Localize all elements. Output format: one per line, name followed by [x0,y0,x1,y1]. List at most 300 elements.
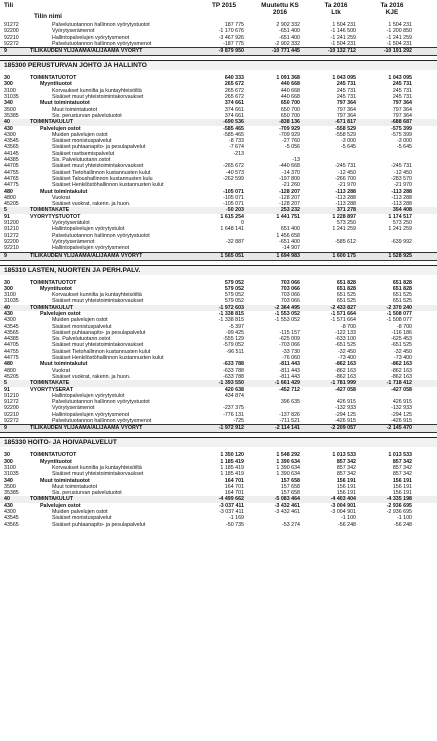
amount-cell: -294 125 [391,411,412,418]
amount-cell: -21 970 [338,182,356,189]
amount-cell: -690 536 [223,119,244,126]
amount-cell: 579 052 [224,292,244,299]
account-code: 43545 [4,323,19,330]
account-code: 45205 [4,201,19,208]
account-code: 3500 [4,106,16,113]
account-name: TOIMINTAKATE [30,207,70,214]
amount-cell: 650 700 [280,100,300,107]
amount-cell: 1 548 292 [276,452,300,459]
account-name: Palvelujen ostot [40,502,81,509]
amount-cell: 245 731 [336,81,356,88]
amount-cell: -633 788 [223,361,244,368]
account-name: TOIMINTAKULUT [30,496,74,503]
section-title: 185310 LASTEN, NUORTEN JA PERH.PALV. [0,265,437,275]
amount-cell: -585 612 [335,238,356,245]
amount-cell: -14 370 [282,169,300,176]
account-code: 92200 [4,238,19,245]
table-row [0,522,437,528]
amount-cell: -625 453 [391,336,412,343]
account-code: 4300 [4,317,16,324]
amount-cell: -703 066 [279,342,300,349]
account-name: Myyntituotot [40,458,72,465]
account-name: Sisäiset muut yhteistoimintakorvaukset [52,163,144,170]
amount-cell: -2 936 695 [386,509,412,515]
account-name: Vyörytyserämenot [52,238,95,245]
column-header-line: KJE [385,9,399,16]
account-name: VYÖRYTYSTUOTOT [30,213,81,220]
amount-cell: -1 146 500 [330,28,356,35]
column-header-3 [364,0,420,16]
amount-cell: -1 241 259 [330,34,356,41]
amount-cell: -1 972 603 [218,304,244,311]
amount-cell: 1 350 120 [220,452,244,459]
account-name: Sisäiset vuokrat, rakenn. ja huon. [52,373,131,380]
account-name: Hallintopalvelujen vyörytysmenot [52,245,130,252]
account-code: 91272 [4,232,19,239]
account-code: 31035 [4,298,19,305]
amount-cell: -53 274 [282,521,300,528]
account-name: Muut toimintakulut [40,188,88,195]
account-code: 5 [4,207,7,214]
amount-cell: 2 902 332 [276,22,300,28]
amount-cell: 156 191 [336,483,356,490]
amount-cell: -776 131 [223,411,244,418]
account-name: Korvaukset kunnilta ja kuntayhteisöiltä [52,292,142,299]
amount-cell: 164 701 [224,483,244,490]
account-code: 92272 [4,418,19,425]
amount-cell: -1 170 676 [218,28,244,35]
amount-cell: -8 700 [396,323,412,330]
account-code: 43565 [4,144,19,151]
amount-cell: 703 066 [280,298,300,305]
amount-cell: -639 992 [391,238,412,245]
account-code: 44775 [4,182,19,189]
amount-cell: 245 731 [336,87,356,94]
amount-cell: -862 163 [335,367,356,374]
amount-cell: 797 364 [336,100,356,107]
amount-cell: 1 694 983 [276,252,300,259]
amount-cell: -651 525 [335,342,356,349]
account-name: Myyntituotot [40,81,72,88]
account-code: 91 [4,213,10,220]
amount-cell: -113 288 [391,188,412,195]
account-code: 300 [4,458,13,465]
table-row [0,252,437,261]
amount-cell: -4 403 404 [330,496,356,503]
section-title: 185300 PERUSTURVAN JOHTO JA HALLINTO [0,60,437,70]
account-name: Palvelutuotannon hallinnon vyörytystuotot [52,232,150,239]
amount-cell: 374 661 [224,100,244,107]
amount-cell: 703 066 [280,292,300,299]
amount-cell: 187 775 [224,22,244,28]
amount-cell: 651 828 [392,279,412,286]
account-name: Palvelujen ostot [40,310,81,317]
amount-cell: 1 241 259 [388,226,412,233]
amount-cell: 354 408 [392,207,412,214]
account-code: 91272 [4,22,19,28]
amount-cell: -2 433 827 [330,304,356,311]
amount-cell: -1 571 664 [330,310,356,317]
amount-cell: -3 037 411 [219,509,244,515]
account-name: Sisäiset muut yhteistoimintakorvaukset [52,342,144,349]
amount-cell: 857 342 [392,471,412,478]
amount-cell: -625 009 [279,336,300,343]
account-name: Muut toimintatuotot [52,106,98,113]
account-name: TOIMINTATUOTOT [30,279,77,286]
account-name: Sisäiset puhtaanapito- ja pesulapalvelut [52,521,146,528]
amount-cell: -3 004 901 [330,502,356,509]
account-code: 3100 [4,87,16,94]
column-header-2 [308,0,364,16]
amount-cell: -4 499 662 [218,496,244,503]
account-name: TOIMINTAKULUT [30,119,74,126]
amount-cell: 651 828 [336,279,356,286]
amount-cell: 1 091 368 [276,75,300,82]
amount-cell: -197 800 [279,175,300,182]
amount-cell: 156 191 [392,477,412,484]
amount-cell: 396 635 [280,399,300,406]
account-name: Palvelujen ostot [40,125,81,132]
amount-cell: -1 169 [228,515,244,522]
amount-cell: -12 450 [394,169,412,176]
amount-cell: -132 933 [335,405,356,412]
account-name: Sisäiset monistuspalvelut [52,515,112,522]
amount-cell: 440 668 [280,87,300,94]
amount-cell: 1 174 517 [388,213,412,220]
amount-cell [360,245,416,251]
amount-cell: 157 658 [280,477,300,484]
account-name: Sisäiset Taloushallinnon kustannusten kulu [52,175,153,182]
column-header-line: 2016 [272,9,288,16]
account-name: Muut toimintatuotot [52,483,98,490]
account-code: 44765 [4,175,19,182]
amount-cell: 703 066 [280,279,300,286]
amount-cell: -7 674 [228,144,244,151]
amount-cell: -76 060 [282,355,300,362]
column-header-line: Ta 2016 [380,2,404,9]
amount-cell: 420 638 [224,386,244,393]
amount-cell: 651 400 [280,226,300,233]
amount-cell: -2 114 141 [274,425,300,432]
account-code: 43545 [4,138,19,145]
amount-cell: 857 342 [336,471,356,478]
amount-cell: -1 200 850 [386,28,412,35]
account-name: Muut toimintatuotot [40,477,90,484]
account-code: 91210 [4,392,19,399]
amount-cell: 1 241 259 [332,226,356,233]
amount-cell: 579 052 [224,285,244,292]
account-name: Hallintopalvelujen vyörytystulot [52,226,125,233]
amount-cell: -427 058 [335,386,356,393]
account-code: 4800 [4,367,16,374]
account-name: Vuokrat [52,367,71,374]
amount-cell: 1 504 231 [388,22,412,28]
amount-cell: -115 157 [279,329,300,336]
amount-cell: -265 672 [223,163,244,170]
amount-cell: -3 432 461 [274,502,300,509]
amount-cell: -3 467 926 [218,34,244,41]
amount-cell: 265 672 [224,87,244,94]
account-code: 91 [4,386,10,393]
amount-cell: 573 250 [392,220,412,227]
amount-cell: -105 071 [223,194,244,201]
amount-cell: -558 529 [335,125,356,132]
amount-cell: 426 915 [392,399,412,406]
amount-cell: -3 037 411 [218,502,244,509]
account-name: TILIKAUDEN YLIJÄÄMÄ/ALIJÄÄMÄ VYÖRYT [30,48,143,55]
amount-cell: 374 661 [224,106,244,113]
account-name: Palvelutuotannon hallinnon vyörytysmenot [52,40,152,47]
account-code: 300 [4,81,13,88]
amount-cell: -113 288 [335,194,356,201]
amount-cell: -651 400 [279,238,300,245]
account-code: 340 [4,477,13,484]
account-name: Muiden palvelujen ostot [52,131,108,138]
amount-cell: 857 342 [392,464,412,471]
amount-cell: -245 731 [391,163,412,170]
amount-cell: -2 209 057 [330,425,356,432]
account-name: Vyörytyserätulot [52,220,90,227]
account-name: Sisäiset Tietohallinnon kustannusten kulut [52,348,151,355]
account-name: TILIKAUDEN YLIJÄÄMÄ/ALIJÄÄMÄ VYÖRYT [30,252,143,259]
amount-cell: -1 718 412 [386,380,412,387]
amount-cell: 651 525 [336,292,356,299]
account-code: 40 [4,119,10,126]
account-name: Sisäiset monistuspalvelut [52,138,112,145]
column-header-line: Muutettu KS [261,2,299,9]
amount-cell: -113 288 [391,194,412,201]
account-code: 44755 [4,348,19,355]
amount-cell: 1 648 141 [220,226,244,233]
amount-cell: -245 731 [335,163,356,170]
account-name: Myyntituotot [40,285,72,292]
account-code: 44145 [4,150,19,157]
account-code: 480 [4,188,13,195]
account-code: 480 [4,361,13,368]
amount-cell: 1 600 175 [332,252,356,259]
account-code: 3500 [4,483,16,490]
amount-cell: -5 645 [396,144,412,151]
account-name: Vyörytyserämenot [52,28,95,35]
account-code: 43545 [4,515,19,522]
amount-cell: 374 661 [224,112,244,119]
amount-cell: -50 203 [226,207,244,214]
column-header-line: TP 2015 [211,2,237,9]
amount-cell: -128 207 [279,194,300,201]
amount-cell: -132 933 [391,405,412,412]
account-name: Sisäiset Tietohallinnon kustannusten kulut [52,169,151,176]
amount-cell: -452 712 [279,386,300,393]
account-name: Sis. Palvelutuotann.ostot [52,336,111,343]
amount-cell: -440 668 [279,163,300,170]
amount-cell: -811 443 [279,373,300,380]
amount-cell: 650 700 [280,106,300,113]
amount-cell: 651 828 [336,285,356,292]
amount-cell: -1 100 [340,515,356,522]
amount-cell: 1 043 095 [332,75,356,82]
account-name: Sis. perusturvan palvelutuotot [52,112,122,119]
account-code: 44775 [4,355,19,362]
amount-cell: -105 071 [223,188,244,195]
account-name: Sisäiset Henkilöstöhallinnon kustannusten kulut [52,355,164,362]
amount-cell: 651 828 [392,285,412,292]
amount-cell: -1 508 077 [386,310,412,317]
amount-cell: 1 390 634 [276,458,300,465]
amount-cell: 157 658 [280,483,300,490]
account-name: Korvaukset kunnilta ja kuntayhteisöiltä [52,87,142,94]
amount-cell: -811 443 [279,367,300,374]
amount-cell: -137 826 [279,411,300,418]
account-code: 9 [4,425,7,432]
amount-cell: -56 248 [338,521,356,528]
account-code: 92200 [4,28,19,35]
amount-cell: -1 553 052 [274,317,300,324]
amount-cell: 440 668 [280,81,300,88]
amount-cell: 1 390 634 [276,464,300,471]
amount-cell: 1 390 634 [276,471,300,478]
amount-cell: -5 397 [228,323,244,330]
amount-cell: -838 136 [279,119,300,126]
amount-cell: 857 342 [336,464,356,471]
amount-cell: -3 000 [396,138,412,145]
amount-cell: 1 228 897 [332,213,356,220]
account-code: 4300 [4,131,16,138]
amount-cell: -427 058 [391,386,412,393]
column-header [0,0,437,22]
amount-cell: 156 191 [336,490,356,497]
amount-cell: 1 504 231 [332,22,356,28]
account-code-header: Tili [4,2,14,9]
amount-cell: -4 335 198 [386,496,412,503]
account-code: 430 [4,125,13,132]
account-name: Sisäiset ravitsemispalvelut [52,150,115,157]
amount-cell: -9 879 950 [218,48,244,55]
amount-cell: -555 129 [223,336,244,343]
amount-cell [192,245,248,251]
account-code: 44705 [4,342,19,349]
amount-cell: -575 399 [391,131,412,138]
amount-cell: 1 013 533 [332,452,356,459]
table-row [0,424,437,433]
account-name: TOIMINTATUOTOT [30,75,77,82]
account-name: Korvaukset kunnilta ja kuntayhteisöiltä [52,464,142,471]
account-name: TOIMINTAKULUT [30,304,74,311]
amount-cell: -862 163 [391,361,412,368]
account-code: 3100 [4,464,16,471]
amount-cell: -811 443 [279,361,300,368]
account-name: Sisäiset puhtaanapito- ja pesulapalvelut [52,144,146,151]
account-name: Muiden palvelujen ostot [52,509,108,515]
amount-cell: -1 972 912 [218,425,244,432]
account-name: TOIMINTATUOTOT [30,452,77,459]
amount-cell: -633 788 [223,373,244,380]
amount-cell: -585 465 [223,125,244,132]
amount-cell: -558 529 [335,131,356,138]
amount-cell: -237 375 [223,405,244,412]
amount-cell: -426 915 [335,418,356,425]
account-code: 9 [4,252,7,259]
amount-cell: 1 565 051 [220,252,244,259]
amount-cell: -1 781 999 [330,380,356,387]
amount-cell: 1 185 419 [220,458,244,465]
account-code: 340 [4,100,13,107]
account-name: Hallintopalvelujen vyörytysmenot [52,34,130,41]
amount-cell: 156 191 [392,483,412,490]
amount-cell: -651 400 [279,28,300,35]
account-name: Palvelutuotannon hallinnon vyörytystuotot [52,22,150,28]
amount-cell: 579 052 [224,279,244,286]
amount-cell: -688 687 [391,119,412,126]
amount-cell: 797 364 [336,106,356,113]
amount-cell: 245 731 [392,87,412,94]
amount-cell: -1 338 815 [218,317,244,324]
amount-cell: -2 364 495 [274,304,300,311]
account-name: Vuokrat [52,194,71,201]
amount-cell: 797 364 [336,112,356,119]
amount-cell: -33 730 [282,348,300,355]
amount-cell: -633 788 [223,367,244,374]
amount-cell: -2 936 695 [386,502,412,509]
amount-cell: -10 132 712 [327,48,356,55]
amount-cell: -709 929 [279,131,300,138]
account-code: 91210 [4,226,19,233]
amount-cell: -21 970 [394,182,412,189]
account-code: 92210 [4,34,19,41]
account-name: Sisäiset puhtaanapito- ja pesulapalvelut [52,329,146,336]
amount-cell: -633 100 [335,336,356,343]
amount-cell: -709 929 [279,125,300,132]
account-name: Palvelutuotannon hallinnon vyörytysmenot [52,418,152,425]
account-code: 4800 [4,194,16,201]
amount-cell: -8 700 [340,323,356,330]
account-name: Muut toimintatuotot [40,100,90,107]
amount-cell: -10 771 445 [271,48,300,55]
amount-cell: -32 450 [394,348,412,355]
amount-cell: -725 [233,418,244,425]
account-name: TILIKAUDEN YLIJÄÄMÄ/ALIJÄÄMÄ VYÖRYT [30,425,143,432]
amount-cell: 164 701 [224,477,244,484]
amount-cell: -99 425 [226,329,244,336]
amount-cell: -5 056 [284,144,300,151]
amount-cell: 1 013 533 [388,452,412,459]
account-code: 35385 [4,490,19,497]
column-header-0 [196,0,252,9]
amount-cell: -1 571 664 [330,317,356,324]
amount-cell: 651 525 [392,298,412,305]
amount-cell: 0 [241,220,244,227]
account-name: Sisäiset vuokrat, rakenn. ja huon. [52,201,131,208]
amount-cell: 1 185 419 [220,464,244,471]
amount-cell: -14 907 [282,245,300,252]
amount-cell: 579 052 [224,298,244,305]
amount-cell: 1 043 095 [388,75,412,82]
column-header-1 [252,0,308,16]
account-name-header: Tilin nimi [34,13,62,20]
account-code: 30 [4,75,10,82]
amount-cell: -10 191 292 [383,48,412,55]
amount-cell: -262 599 [223,175,244,182]
amount-cell: -27 760 [282,138,300,145]
account-name: Vyörytyserämenot [52,405,95,412]
account-name: Sis. Palvelutuotann.ostot [52,157,111,164]
account-code: 92200 [4,405,19,412]
amount-cell: 245 731 [392,81,412,88]
account-name: Sis. perusturvan palvelutuotot [52,490,122,497]
account-name: Sisäiset monistuspalvelut [52,323,112,330]
account-name: Muiden palvelujen ostot [52,317,108,324]
amount-cell: -2 370 240 [386,304,412,311]
amount-cell: 265 672 [224,81,244,88]
